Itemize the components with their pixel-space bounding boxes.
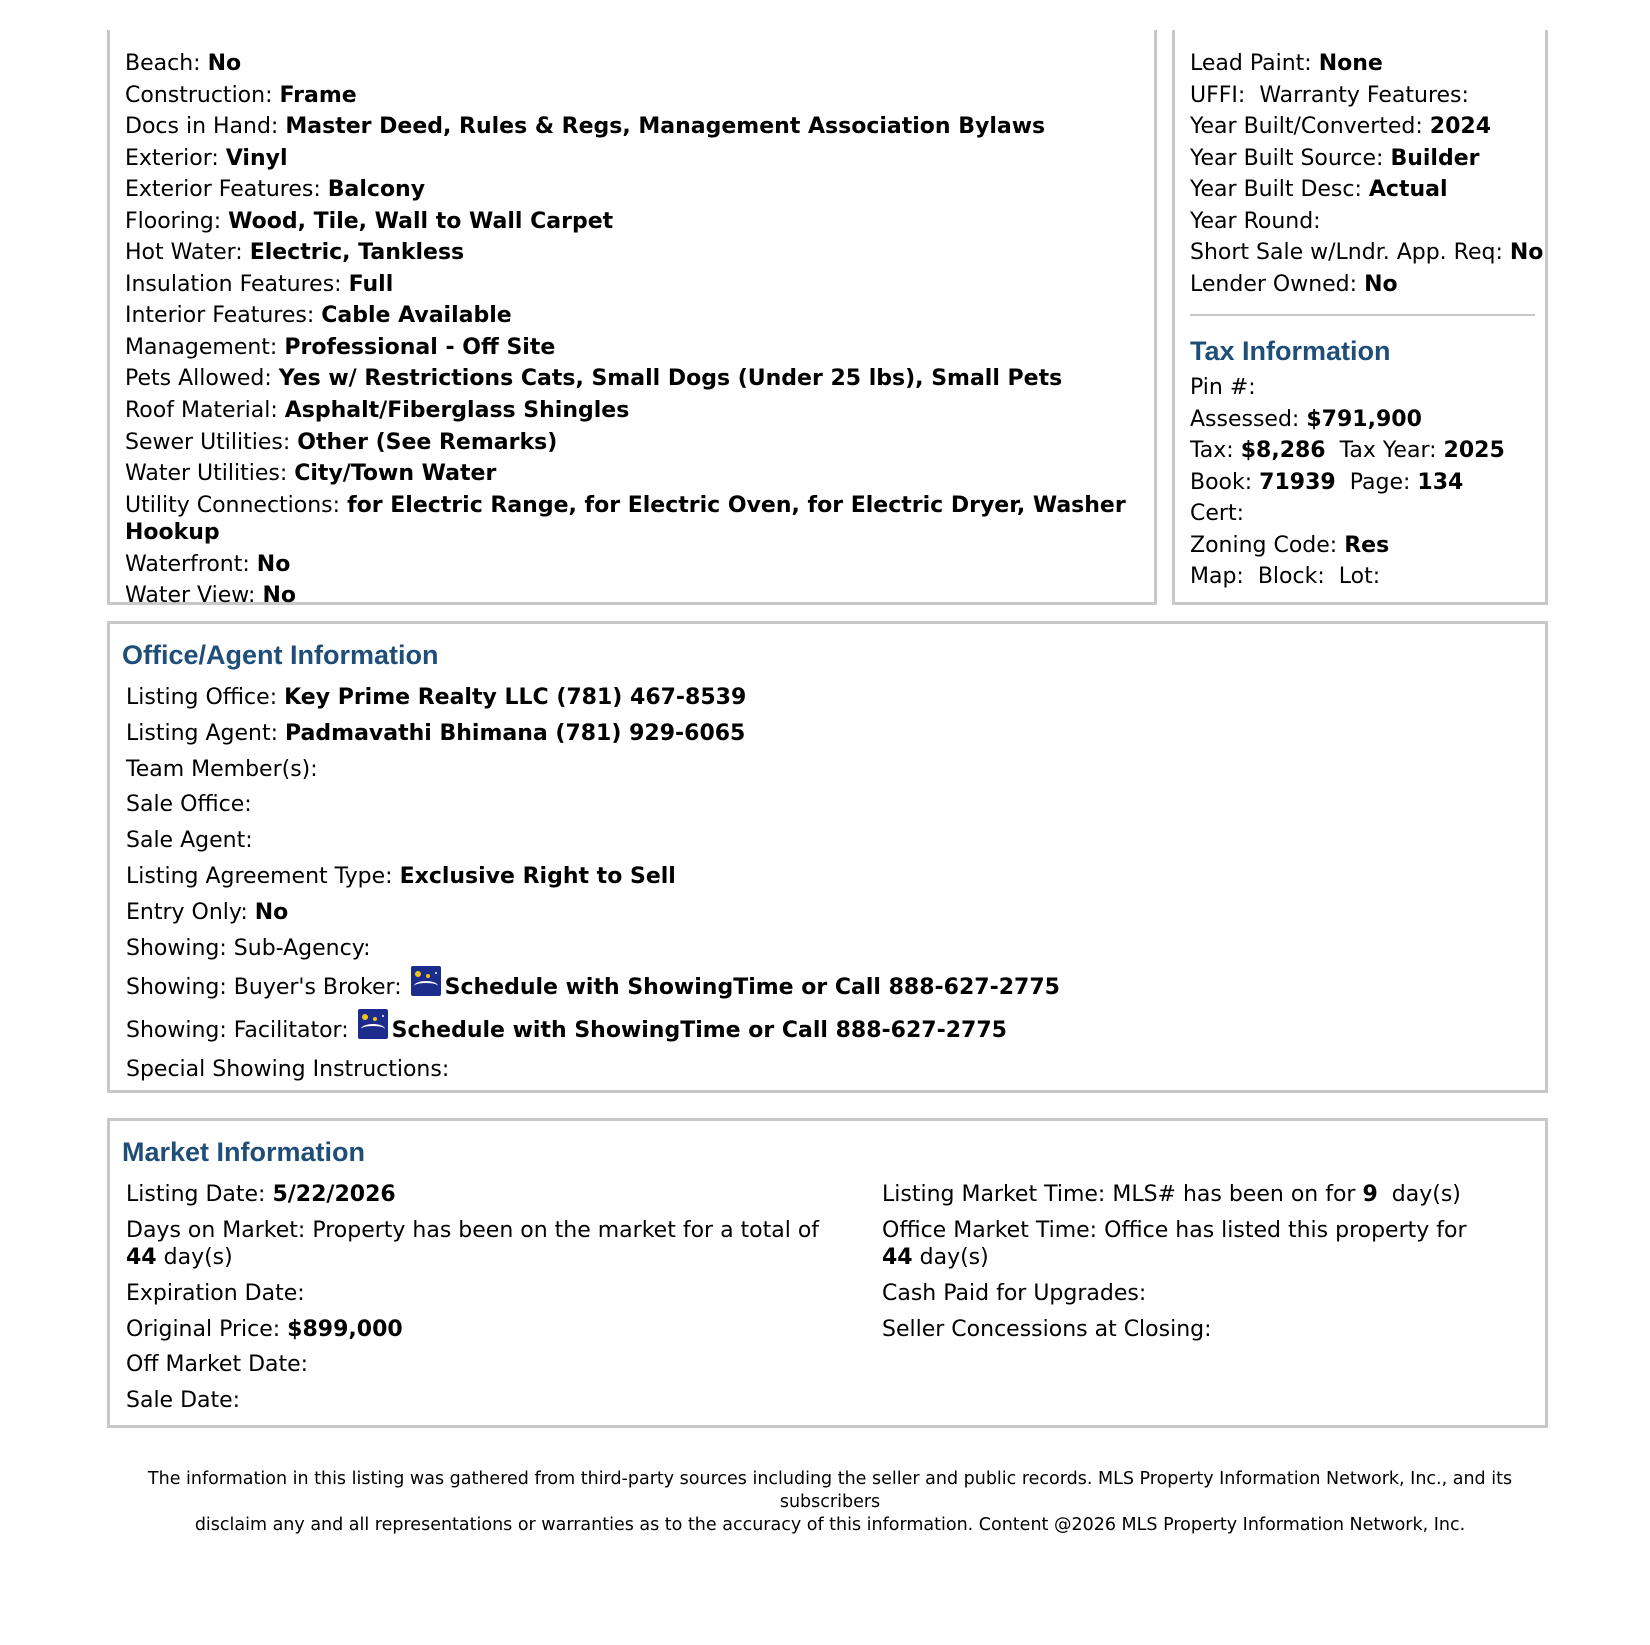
feature-row: [125, 549, 1154, 581]
listing-agent-row: Listing Agent: Padmavathi Bhimana (781) 929-6065: [126, 720, 746, 746]
feature-row: [125, 580, 1154, 612]
year-round-row: Year Round:: [1190, 208, 1321, 234]
year-built-source-row: Year Built Source: Builder: [1190, 145, 1480, 171]
feature-label: Pets Allowed:: [125, 366, 272, 391]
listing-date-row: Listing Date: 5/22/2026: [126, 1182, 396, 1207]
days-on-market-row: Days on Market: Property has been on the market for a total of 44 day(s): [126, 1217, 820, 1270]
feature-value: Wood, Tile, Wall to Wall Carpet: [228, 208, 614, 234]
market-right-column: [882, 1177, 1502, 1347]
showingtime-logo-icon[interactable]: [411, 966, 441, 996]
feature-row: [125, 395, 1154, 427]
tax-row: Tax: $8,286 Tax Year: 2025: [1190, 438, 1505, 463]
year-built-desc-row: Year Built Desc: Actual: [1190, 177, 1448, 202]
feature-label: Exterior:: [125, 145, 219, 171]
feature-value: No: [207, 51, 242, 76]
feature-value: for Electric Range, for Electric Oven, for Electric Dryer, Washer Hookup: [125, 492, 1126, 545]
seller-concessions-row: Seller Concessions at Closing:: [882, 1316, 1212, 1342]
disclaimer: [120, 1468, 1540, 1537]
showingtime-logo-icon[interactable]: [358, 1009, 388, 1039]
book-page-row: Book: 71939 Page: 134: [1190, 469, 1464, 495]
feature-row: [125, 174, 1154, 206]
features-list: [125, 30, 1154, 612]
office-section-title: Office/Agent Information: [122, 640, 439, 670]
cert-row: Cert:: [1190, 501, 1244, 526]
feature-row: [125, 143, 1154, 175]
feature-value: Master Deed, Rules & Regs, Management Association Bylaws: [285, 114, 1046, 139]
feature-value: City/Town Water: [294, 461, 497, 486]
short-sale-row: Short Sale w/Lndr. App. Req: No: [1190, 240, 1544, 265]
feature-row: [125, 490, 1154, 549]
zoning-row: Zoning Code: Res: [1190, 532, 1390, 558]
feature-label: Flooring:: [125, 208, 222, 234]
facilitator-row: Showing: Facilitator: Schedule with ShowingTime or Call 888-627-2775: [126, 1009, 1525, 1052]
feature-value: Cable Available: [321, 303, 512, 328]
assessed-row: Assessed: $791,900: [1190, 406, 1422, 432]
feature-value: No: [262, 583, 296, 608]
map-block-lot-row: Map: Block: Lot:: [1190, 564, 1381, 589]
feature-label: Construction:: [125, 82, 273, 108]
agreement-type-row: Listing Agreement Type: Exclusive Right to Sell: [126, 863, 676, 889]
feature-value: Electric, Tankless: [249, 240, 465, 265]
features-panel: [107, 30, 1157, 608]
property-tax-panel: [1172, 30, 1548, 605]
year-built-row: Year Built/Converted: 2024: [1190, 114, 1492, 139]
tax-section-title: Tax Information: [1190, 336, 1391, 366]
uffi-row: UFFI: Warranty Features:: [1190, 82, 1469, 108]
feature-row: [125, 363, 1154, 395]
feature-row: [125, 48, 1154, 80]
feature-label: Interior Features:: [125, 303, 315, 328]
feature-label: Exterior Features:: [125, 177, 321, 202]
lender-owned-row: Lender Owned: No: [1190, 271, 1398, 297]
sub-agency-row: Showing: Sub-Agency:: [126, 935, 371, 961]
facilitator-schedule-link[interactable]: Schedule with ShowingTime or Call 888-627-2775: [391, 1018, 1007, 1044]
section-divider: [1190, 314, 1535, 316]
feature-row: [125, 427, 1154, 459]
feature-value: Other (See Remarks): [297, 429, 558, 455]
feature-label: Water View:: [125, 583, 256, 608]
pin-row: Pin #:: [1190, 375, 1256, 400]
market-left-column: [126, 1177, 826, 1419]
sale-agent-row: Sale Agent:: [126, 828, 253, 854]
tax-details-list: [1190, 368, 1535, 593]
feature-label: Water Utilities:: [125, 461, 288, 486]
feature-label: Utility Connections:: [125, 492, 341, 518]
listing-office-row: Listing Office: Key Prime Realty LLC (781) 467-8539: [126, 685, 747, 710]
office-market-time-row: Office Market Time: Office has listed this property for 44 day(s): [882, 1217, 1467, 1270]
feature-value: Yes w/ Restrictions Cats, Small Dogs (Under 25 lbs), Small Pets: [278, 366, 1063, 391]
feature-row: [125, 111, 1154, 143]
feature-row: [125, 206, 1154, 238]
disclaimer-line: disclaim any and all representations or warranties as to the accuracy of this information. Content @2026 MLS Property Information Network, Inc.: [194, 1515, 1466, 1535]
feature-value: Vinyl: [225, 145, 288, 171]
disclaimer-line: The information in this listing was gathered from third-party sources including the seller and public records. MLS Property Information Network, Inc., and its subscribers: [147, 1469, 1513, 1512]
feature-label: Docs in Hand:: [125, 114, 279, 139]
buyers-broker-row: Showing: Buyer's Broker: Schedule with ShowingTime or Call 888-627-2775: [126, 966, 1525, 1009]
feature-row: [125, 237, 1154, 269]
lead-paint-row: Lead Paint: None: [1190, 51, 1383, 76]
feature-label: Beach:: [125, 51, 201, 76]
property-details-list: [1190, 30, 1544, 300]
feature-label: Management:: [125, 334, 278, 360]
feature-label: Waterfront:: [125, 551, 250, 577]
feature-value: Full: [348, 271, 394, 297]
feature-row: [125, 332, 1154, 364]
feature-label: Roof Material:: [125, 398, 278, 423]
buyers-broker-schedule-link[interactable]: Schedule with ShowingTime or Call 888-627-2775: [444, 975, 1060, 1001]
cash-upgrades-row: Cash Paid for Upgrades:: [882, 1280, 1147, 1306]
lead-paint-value: None: [1318, 51, 1383, 76]
special-instructions-row: Special Showing Instructions:: [126, 1057, 450, 1083]
listing-market-time-row: Listing Market Time: MLS# has been on for 9 day(s): [882, 1182, 1461, 1207]
feature-value: Balcony: [327, 177, 426, 202]
feature-row: [125, 269, 1154, 301]
feature-value: No: [256, 551, 291, 577]
market-section-title: Market Information: [122, 1137, 366, 1167]
feature-row: [125, 300, 1154, 332]
feature-label: Insulation Features:: [125, 271, 342, 297]
feature-label: Sewer Utilities:: [125, 429, 291, 455]
off-market-date-row: Off Market Date:: [126, 1352, 309, 1378]
office-agent-panel: [107, 621, 1548, 1093]
team-members-row: Team Member(s):: [126, 756, 318, 782]
feature-label: Hot Water:: [125, 240, 243, 265]
original-price-row: Original Price: $899,000: [126, 1316, 403, 1342]
sale-office-row: Sale Office:: [126, 792, 252, 818]
entry-only-row: Entry Only: No: [126, 899, 289, 925]
feature-value: Frame: [279, 82, 357, 108]
office-details-list: [126, 680, 1525, 1088]
expiration-date-row: Expiration Date:: [126, 1280, 305, 1306]
feature-value: Asphalt/Fiberglass Shingles: [284, 398, 630, 423]
feature-row: [125, 80, 1154, 112]
sale-date-row: Sale Date:: [126, 1388, 241, 1414]
market-panel: [107, 1118, 1548, 1428]
feature-value: Professional - Off Site: [284, 334, 556, 360]
feature-row: [125, 458, 1154, 490]
